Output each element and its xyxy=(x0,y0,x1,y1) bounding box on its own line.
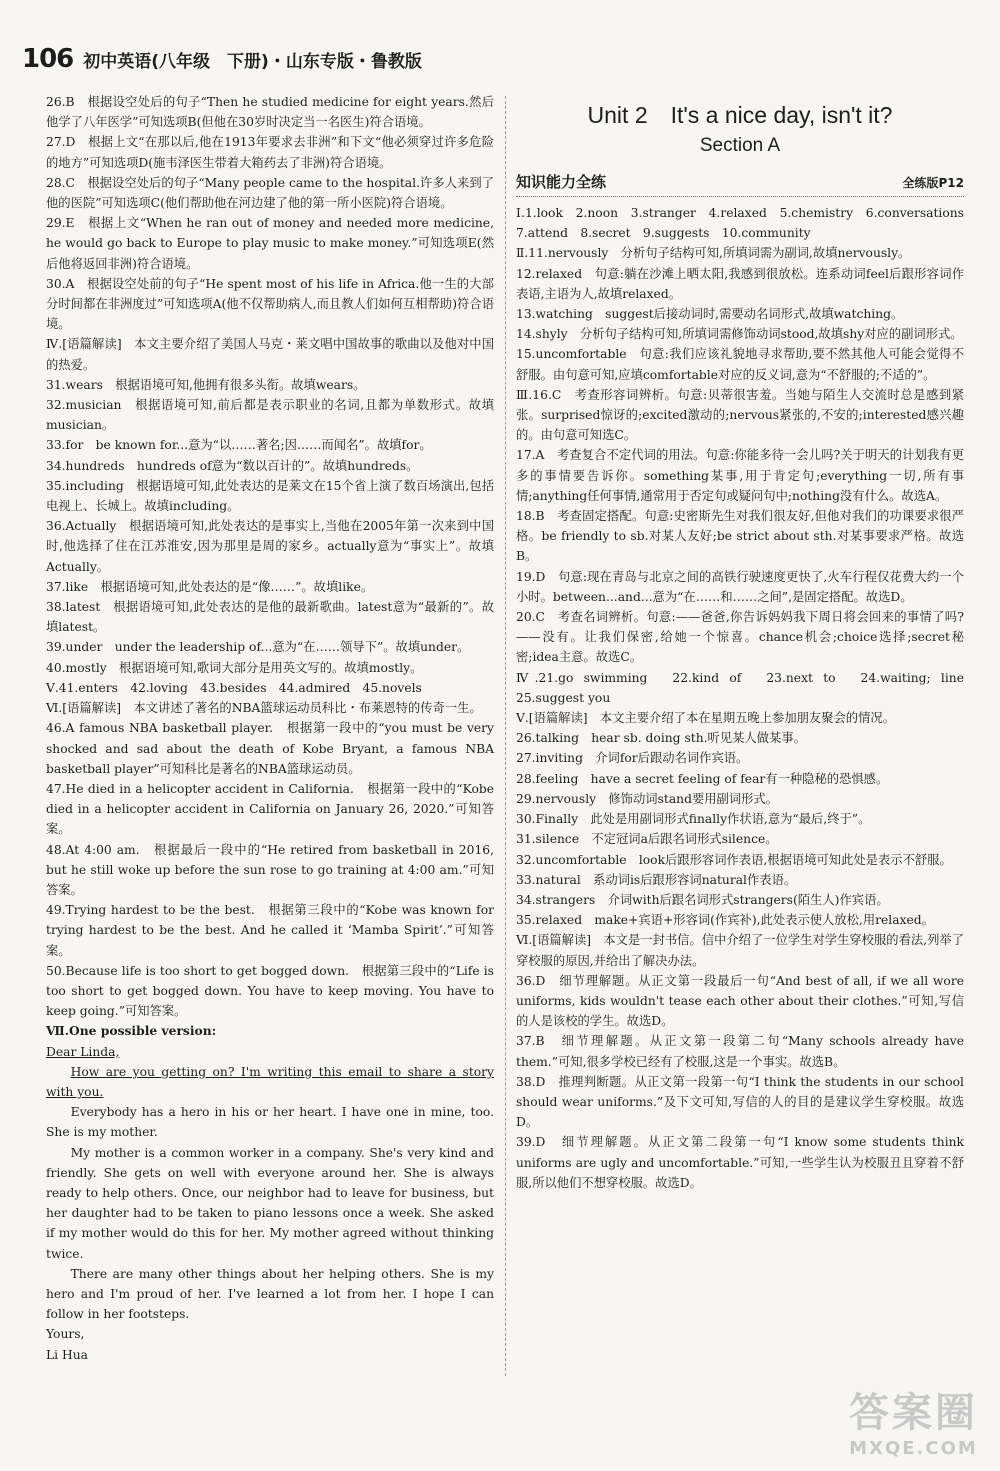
letter-paragraph: Everybody has a hero in his or her heart. I have one in mine, too. She is my mother. xyxy=(46,1105,494,1140)
left-column xyxy=(46,92,494,1365)
answer-item: 46.A famous NBA basketball player. 根据第一段中的“you must be very shocked and sad about the death of Kobe Bryant, a famous NBA basketball player”可知科比是著名的NBA篮球运动员。 xyxy=(46,721,494,776)
answer-item: 33.natural 系动词is后跟形容词natural作表语。 xyxy=(516,872,797,887)
answer-item: 20.C 考查名词辨析。句意:——爸爸,你告诉妈妈我下周日将会回来的事情了吗?——没有。让我们保密,给她一个惊喜。chance机会;choice选择;secret秘密;idea主意。故选C。 xyxy=(516,610,964,665)
letter-salutation: Dear Linda, xyxy=(46,1044,120,1059)
answer-item: 35.relaxed make+宾语+形容词(作宾补),此处表示使人放松,用relaxed。 xyxy=(516,913,934,928)
column-divider xyxy=(505,96,506,1376)
answer-item: 35.including 根据语境可知,此处表达的是莱文在15个省上演了数百场演出,包括电视上、长城上。故填including。 xyxy=(46,478,494,514)
letter-paragraph: There are many other things about her helping others. She is my hero and I'm proud of her. I've learned a lot from her. I hope I can follow in her footsteps. xyxy=(46,1266,494,1322)
letter-closing: Yours, xyxy=(46,1327,85,1342)
answer-item: Ⅴ.41.enters 42.loving 43.besides 44.admired 45.novels xyxy=(46,680,422,695)
answer-item: 18.B 考查固定搭配。句意:史密斯先生对我们很友好,但他对我们的功课要求很严格。be friendly to sb.对某人友好;be strict about sth.对某事要求严格。故选B。 xyxy=(516,509,964,564)
answer-item: 32.uncomfortable look后跟形容词作表语,根据语境可知此处是表示不舒服。 xyxy=(516,852,952,867)
answer-item: 36.Actually 根据语境可知,此处表达的是事实上,当他在2005年第一次来到中国时,他选择了住在江苏淮安,因为那里是周的家乡。actually意为“事实上”。故填Actually。 xyxy=(46,519,494,574)
answer-item: 31.wears 根据语境可知,他拥有很多头衔。故填wears。 xyxy=(46,377,366,392)
answer-item: 30.Finally 此处是用副词形式finally作状语,意为“最后,终于”。 xyxy=(516,812,871,827)
answer-item: 15.uncomfortable 句意:我们应该礼貌地寻求帮助,要不然其他人可能会觉得不舒服。由句意可知,应填comfortable对应的反义词,意为“不舒服的;不适的”。 xyxy=(516,347,964,382)
answer-item: 34.hundreds hundreds of意为“数以百计的”。故填hundreds。 xyxy=(46,458,419,473)
answer-item: Ⅲ.16.C 考查形容词辨析。句意:贝蒂很害羞。当她与陌生人交流时总是感到紧张。surprised惊讶的;excited激动的;nervous紧张的,不安的;interested感兴趣的。由句意可知选C。 xyxy=(516,387,964,443)
section-bar xyxy=(516,172,964,197)
answer-item: Ⅳ.[语篇解读] 本文主要介绍了美国人马克・莱文唱中国故事的歌曲以及他对中国的热爱。 xyxy=(46,337,494,372)
letter-paragraph: How are you getting on? I'm writing this email to share a story with you. xyxy=(46,1064,494,1099)
answer-item: 37.B 细节理解题。从正文第一段第二句“Many schools already have them.”可知,很多学校已经有了校服,这是一个事实。故选B。 xyxy=(516,1034,964,1069)
answer-item: 29.nervously 修饰动词stand要用副词形式。 xyxy=(516,791,779,806)
bar-page-ref: 全练版P12 xyxy=(902,176,964,190)
model-letter xyxy=(46,1021,494,1364)
answer-item: 17.A 考查复合不定代词的用法。句意:你能多待一会儿吗?关于明天的计划我有更多的事情要告诉你。something某事,用于肯定句;everything一切,所有事情;anything任何事情,通常用于否定句或疑问句中;nothing没有什么。故选A。 xyxy=(516,448,964,503)
answer-item: Ⅵ.[语篇解读] 本文是一封书信。信中介绍了一位学生对学生穿校服的看法,列举了穿校服的原因,并给出了解决办法。 xyxy=(516,933,964,968)
watermark-line2: MXQE.COM xyxy=(849,1438,978,1459)
answer-item: 39.under under the leadership of...意为“在……领导下”。故填under。 xyxy=(46,640,470,655)
answer-item: 27.inviting 介词for后跟动名词作宾语。 xyxy=(516,751,749,766)
answer-item: Ⅳ.21.go swimming 22.kind of 23.next to 24.waiting; line 25.suggest you xyxy=(516,670,977,705)
answer-item: 19.D 句意:现在青岛与北京之间的高铁行驶速度更快了,火车行程仅花费大约一个小时。between...and...意为“在……和……之间”,是固定搭配。故选D。 xyxy=(516,569,964,604)
answer-item: Ⅱ.11.nervously 分析句子结构可知,所填词需为副词,故填nervously。 xyxy=(516,246,911,261)
book-title: 初中英语(八年级 下册)・山东专版・鲁教版 xyxy=(83,52,422,72)
letter-heading: Ⅶ.One possible version: xyxy=(46,1023,217,1039)
answer-item: 33.for be known for...意为“以……著名;因……而闻名”。故填for。 xyxy=(46,438,432,453)
answer-item: 28.feeling have a secret feeling of fear有一种隐秘的恐惧感。 xyxy=(516,771,889,786)
watermark-line1: 答案圈 xyxy=(849,1390,978,1436)
right-column xyxy=(516,92,977,1193)
unit-title: Unit 2 It's a nice day, isn't it? xyxy=(587,102,893,128)
answer-item: 39.D 细节理解题。从正文第二段第一句“I know some students think uniforms are ugly and uncomfortable.”可知,一些学生认为校服丑且穿着不舒服,所以他们不想穿校服。故选D。 xyxy=(516,1135,964,1190)
answer-item: 34.strangers 介词with后跟名词形式strangers(陌生人)作宾语。 xyxy=(516,892,889,907)
answer-item: 50.Because life is too short to get bogged down. 根据第三段中的“Life is too short to get bogged down. You have to keep moving. You have to keep going.”可知答案。 xyxy=(46,963,494,1019)
answer-item: 14.shyly 分析句子结构可知,所填词需修饰动词stood,故填shy对应的副词形式。 xyxy=(516,327,963,342)
answer-item: 12.relaxed 句意:躺在沙滩上晒太阳,我感到很放松。连系动词feel后跟形容词作表语,主语为人,故填relaxed。 xyxy=(516,266,964,301)
answer-item: 27.D 根据上文“在那以后,他在1913年要求去非洲”和下文“他必须穿过许多危险的地方”可知选项D(施韦泽医生带着大箱药去了非洲)符合语境。 xyxy=(46,135,494,170)
answer-item: 49.Trying hardest to be the best. 根据第三段中的“Kobe was known for trying hardest to be the best. And he called it ‘Mamba Spirit’.”可知答案。 xyxy=(46,903,494,958)
answer-item: Ⅵ.[语篇解读] 本文讲述了著名的NBA篮球运动员科比・布莱恩特的传奇一生。 xyxy=(46,701,482,716)
answer-item: 38.latest 根据语境可知,此处表达的是他的最新歌曲。latest意为“最新的”。故填latest。 xyxy=(46,600,494,635)
answer-item: 29.E 根据上文“When he ran out of money and needed more medicine, he would go back to Europe to play music to make money.”可知选项E(然后他将返回非洲)符合语境。 xyxy=(46,216,494,271)
answer-item: Ⅴ.[语篇解读] 本文主要介绍了本在星期五晚上参加朋友聚会的情况。 xyxy=(516,711,895,726)
answer-item: 40.mostly 根据语境可知,歌词大部分是用英文写的。故填mostly。 xyxy=(46,660,423,675)
answer-item: 31.silence 不定冠词a后跟名词形式silence。 xyxy=(516,832,778,847)
answer-item: 47.He died in a helicopter accident in California. 根据第一段中的“Kobe died in a helicopter accident in California on January 26, 2020.”可知答案。 xyxy=(46,781,494,837)
answer-item: 32.musician 根据语境可知,前后都是表示职业的名词,且都为单数形式。故填musician。 xyxy=(46,398,494,433)
bar-title: 知识能力全练 xyxy=(516,173,607,191)
watermark xyxy=(849,1381,978,1459)
answer-item: Ⅰ.1.look 2.noon 3.stranger 4.relaxed 5.chemistry 6.conversations 7.attend 8.secret 9.suggests 10.community xyxy=(516,206,977,241)
page-header xyxy=(22,44,978,80)
section-title: Section A xyxy=(699,135,781,156)
answer-item: 30.A 根据设空处前的句子“He spent most of his life in Africa.他一生的大部分时间都在非洲度过”可知选项A(他不仅帮助病人,而且教人们如何互相帮助)符合语境。 xyxy=(46,276,494,332)
answer-item: 38.D 推理判断题。从正文第一段第一句“I think the students in our school should wear uniforms.”及下文可知,写信的人的目的是建议学生穿校服。故选D。 xyxy=(516,1074,964,1130)
answer-item: 36.D 细节理解题。从正文第一段最后一句“And best of all, if we all wore uniforms, kids wouldn't tease each other about their clothes.”可知,写信的人是该校的学生。故选D。 xyxy=(516,973,964,1029)
answer-item: 37.like 根据语境可知,此处表达的是“像……”。故填like。 xyxy=(46,579,374,594)
answer-item: 28.C 根据设空处后的句子“Many people came to the hospital.许多人来到了他的医院”可知选项C(他们帮助他在河边建了他的第一所小医院)符合语境。 xyxy=(46,175,494,211)
answer-item: 48.At 4:00 am. 根据最后一段中的“He retired from basketball in 2016, but he still woke up before the sun rose to go training at 4:00 am.”可知答案。 xyxy=(46,842,494,897)
page-number: 106 xyxy=(22,44,74,74)
letter-signature: Li Hua xyxy=(46,1347,88,1362)
letter-paragraph: My mother is a common worker in a company. She's very kind and friendly. She gets on well with everyone around her. She is always ready to help others. Once, our neighbor had to leave for business, but her daughter had to be taken to piano lessons once a week. She asked if my mother would do this for her. My mother agreed without thinking twice. xyxy=(46,1145,494,1261)
answer-item: 26.talking hear sb. doing sth.听见某人做某事。 xyxy=(516,731,806,746)
answer-item: 13.watching suggest后接动词时,需要动名词形式,故填watching。 xyxy=(516,307,904,322)
answer-item: 26.B 根据设空处后的句子“Then he studied medicine for eight years.然后他学了八年医学”可知选项B(但他在30岁时决定当一名医生)符合语境。 xyxy=(46,95,494,130)
